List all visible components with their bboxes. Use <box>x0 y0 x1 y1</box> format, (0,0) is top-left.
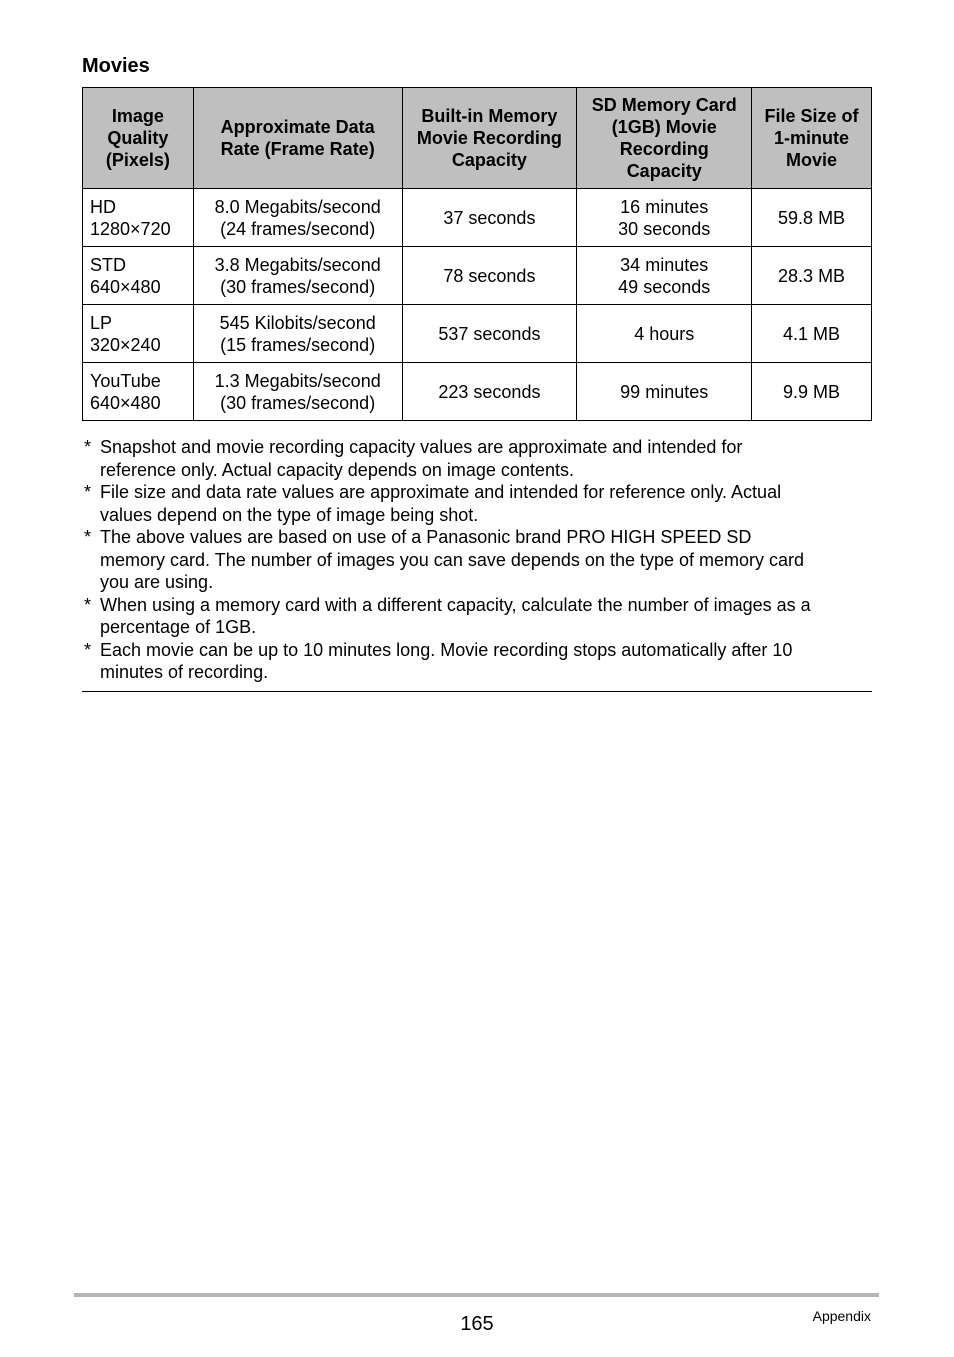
cell-sd-capacity: 16 minutes 30 seconds <box>577 189 752 247</box>
footnote: * Snapshot and movie recording capacity values are approximate and intended for reference only. Actual capacity depends on image contents. <box>84 437 743 480</box>
cell-data-rate: 3.8 Megabits/second (30 frames/second) <box>193 247 402 305</box>
header-file-size: File Size of 1-minute Movie <box>752 88 872 189</box>
asterisk-mark: * <box>84 639 92 660</box>
cell-file-size: 59.8 MB <box>752 189 872 247</box>
table-header-row <box>83 88 872 189</box>
cell-data-rate: 1.3 Megabits/second (30 frames/second) <box>193 363 402 421</box>
cell-sd-capacity: 34 minutes 49 seconds <box>577 247 752 305</box>
cell-data-rate: 545 Kilobits/second (15 frames/second) <box>193 305 402 363</box>
movie-capacity-table <box>82 87 872 421</box>
cell-quality: HD 1280×720 <box>83 189 194 247</box>
cell-data-rate: 8.0 Megabits/second (24 frames/second) <box>193 189 402 247</box>
cell-builtin-capacity: 78 seconds <box>402 247 577 305</box>
cell-builtin-capacity: 37 seconds <box>402 189 577 247</box>
cell-file-size: 4.1 MB <box>752 305 872 363</box>
page-number: 165 <box>460 1313 494 1335</box>
cell-builtin-capacity: 537 seconds <box>402 305 577 363</box>
header-builtin-capacity: Built-in Memory Movie Recording Capacity <box>402 88 577 189</box>
section-title: Movies <box>82 55 150 77</box>
footnote: * When using a memory card with a different capacity, calculate the number of images as a percentage of 1GB. <box>84 594 811 637</box>
section-label: Appendix <box>812 1308 871 1324</box>
footnote: * File size and data rate values are approximate and intended for reference only. Actual values depend on the type of image being shot. <box>84 482 782 525</box>
footnote: * Each movie can be up to 10 minutes long. Movie recording stops automatically after 10 minutes of recording. <box>84 639 793 682</box>
header-image-quality: Image Quality (Pixels) <box>83 88 194 189</box>
asterisk-mark: * <box>84 437 92 457</box>
cell-sd-capacity: 4 hours <box>577 305 752 363</box>
cell-sd-capacity: 99 minutes <box>577 363 752 421</box>
cell-file-size: 28.3 MB <box>752 247 872 305</box>
cell-quality: STD 640×480 <box>83 247 194 305</box>
table-row-hd <box>83 189 872 247</box>
asterisk-mark: * <box>84 594 92 615</box>
table-row-youtube <box>83 363 872 421</box>
footer-divider <box>74 1293 879 1297</box>
footnotes-list <box>82 436 872 692</box>
table-row-std <box>83 247 872 305</box>
header-data-rate: Approximate Data Rate (Frame Rate) <box>193 88 402 189</box>
cell-file-size: 9.9 MB <box>752 363 872 421</box>
table-row-lp <box>83 305 872 363</box>
header-sd-capacity: SD Memory Card (1GB) Movie Recording Capacity <box>577 88 752 189</box>
cell-quality: LP 320×240 <box>83 305 194 363</box>
asterisk-mark: * <box>84 527 92 547</box>
cell-quality: YouTube 640×480 <box>83 363 194 421</box>
cell-builtin-capacity: 223 seconds <box>402 363 577 421</box>
asterisk-mark: * <box>84 482 92 502</box>
footnote: * The above values are based on use of a Panasonic brand PRO HIGH SPEED SD memory card. The number of images you can save depends on the type of memory card you are using. <box>84 527 805 592</box>
